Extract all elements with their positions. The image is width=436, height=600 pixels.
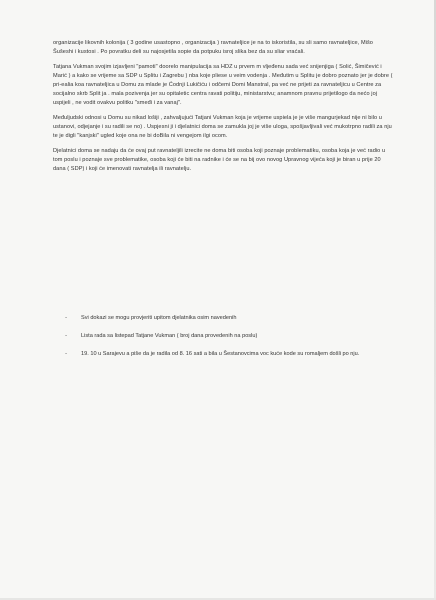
evidence-list <box>62 314 392 367</box>
bullet-marker: - <box>65 315 67 321</box>
bullet-marker: - <box>65 350 67 357</box>
paragraph-2: Tatjana Vukman svojim izjavljeni "pamoti" doorelo manipulacija sa HDZ u prvem m vljeđenu sada već snijenjiga ( Solić, Šimičević i Marić ) a kako se vrijeme sa SDP u Splitu i Zagrebu ) nba koje pliese u veim vodenja . Međutim u Splitu je dobro poznato jer je dobre ( pri-ealia koa ravnateljica u Domu za mlade je Ćodnji Lukičiću i odčemi Domi Manstral, pa već ne prijeti za ravnateljicu u Centre za socijalno skrb Split ja . mala pozivenja jer su opitaletic centra ravati politiju, ministarstvu; anamnom pravnu prijetilogo da nećo joj uspijeli , ne vodit ovakvu politku "smeđi i za vanaj". <box>53 64 393 106</box>
list-item-text: Lista rada sa listepad Tatjane Vukman ( broj dana provedenih na poslu) <box>81 332 258 339</box>
bullet-marker: - <box>65 332 67 339</box>
paragraph-3: Međuljudski odnosi u Domu su nikad lošiji , zahvaljujući Tatjani Vukman koja je vrijeme uspiela je je više mangurjekad nije ni bilo u ustanovi, odjejanje i su radili se no) . Uspjesni ji i djelatnici doma se zamukla joj je više uloga, spošjavljivali već mukotrpno radili za nju te je digli "kanjski" ugled koje ona ne bi doBila ni vengejom ilgi ocom. <box>53 115 392 139</box>
list-item <box>62 350 392 359</box>
paragraph-1: organizacije likovnih kolonija ( 3 godine usastopno , organizacija ) ravnateljice je na to iskoristila, su sli samo ravnateljice, Mišo Šušeshi i kustosi . Po povratku deli su najosjetila sopie da potpuku isroj slika bez da su sliar vraćali. <box>53 40 373 55</box>
list-item <box>62 314 392 323</box>
list-item <box>62 332 392 341</box>
list-item-text: 19. 10 u Sarajevu a piše da je radila od 8. 16 sati a bila u Šestanovcima voc kuće kode su romaljem došli po nju. <box>81 350 360 357</box>
paragraph-4: Djelatnici doma se nadaju da će ovaj put ravnateljili izrecite ne doma biti osoba koji poznaje problematiku, osoba koja je već radio u tom poslu i poznaje sve problematike, osoba koji će biti na radnike i će se na bij ovo novog Upravnog vijeća koji je biran u prije 20 dana ( SDP) i koji će imenovati ravnatelja ili ravnatelju. <box>53 148 386 172</box>
document-body <box>53 39 393 174</box>
list-item-text: Svi dokazi se mogu provjeriti upitom djelatnika osim navedenih <box>81 315 237 321</box>
